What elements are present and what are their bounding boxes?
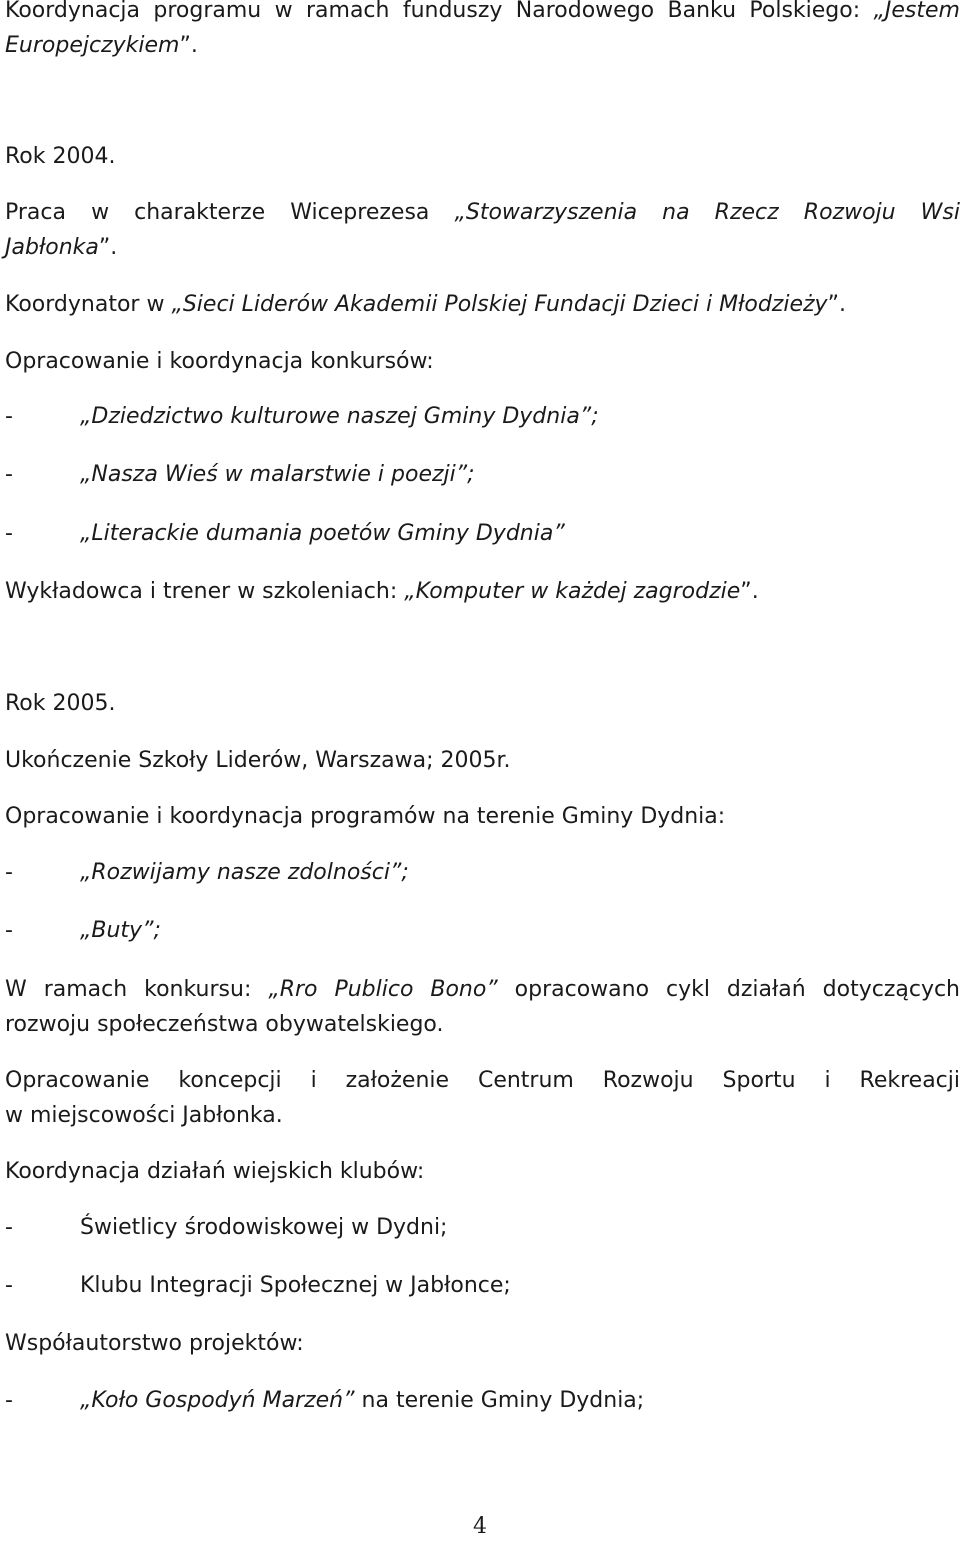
list-item-club: Klubu Integracji Społecznej w Jabłonce; xyxy=(80,1273,511,1298)
list-item-programme: „Rozwijamy nasze zdolności”; xyxy=(80,860,409,885)
paragraph-coordinator: Koordynator w „Sieci Liderów Akademii Polskiej Fundacji Dzieci i Młodzieży”. xyxy=(5,292,846,317)
page-number: 4 xyxy=(473,1514,487,1539)
list-dash: - xyxy=(5,1273,13,1298)
paragraph-nbp-programme: Koordynacja programu w ramach funduszy Narodowego Banku Polskiego: „Jestem xyxy=(5,0,960,23)
paragraph-contests-intro: Opracowanie i koordynacja konkursów: xyxy=(5,349,434,374)
list-dash: - xyxy=(5,462,13,487)
paragraph-clubs-intro: Koordynacja działań wiejskich klubów: xyxy=(5,1159,425,1184)
year-heading-2005: Rok 2005. xyxy=(5,691,116,716)
list-item-contest: „Dziedzictwo kulturowe naszej Gminy Dydnia”; xyxy=(80,404,599,429)
paragraph-coauthorship-intro: Współautorstwo projektów: xyxy=(5,1331,304,1356)
list-dash: - xyxy=(5,918,13,943)
list-item-project: „Koło Gospodyń Marzeń” na terenie Gminy Dydnia; xyxy=(80,1388,645,1413)
paragraph-leaders-school: Ukończenie Szkoły Liderów, Warszawa; 2005r. xyxy=(5,748,511,773)
paragraph-vice-president: Praca w charakterze Wiceprezesa „Stowarzyszenia na Rzecz Rozwoju Wsi xyxy=(5,200,960,225)
list-dash: - xyxy=(5,404,13,429)
year-heading-2004: Rok 2004. xyxy=(5,144,116,169)
list-item-programme: „Buty”; xyxy=(80,918,161,943)
paragraph-pro-publico-bono-cont: rozwoju społeczeństwa obywatelskiego. xyxy=(5,1012,444,1037)
list-item-club: Świetlicy środowiskowej w Dydni; xyxy=(80,1215,448,1240)
paragraph-programmes-intro: Opracowanie i koordynacja programów na terenie Gminy Dydnia: xyxy=(5,804,726,829)
paragraph-sport-centre-cont: w miejscowości Jabłonka. xyxy=(5,1103,283,1128)
list-dash: - xyxy=(5,521,13,546)
paragraph-vice-president-cont: Jabłonka”. xyxy=(5,235,118,260)
paragraph-nbp-programme-cont: Europejczykiem”. xyxy=(5,33,198,58)
list-dash: - xyxy=(5,860,13,885)
list-item-contest: „Literackie dumania poetów Gminy Dydnia” xyxy=(80,521,565,546)
list-dash: - xyxy=(5,1388,13,1413)
paragraph-pro-publico-bono: W ramach konkursu: „Rro Publico Bono” opracowano cykl działań dotyczących xyxy=(5,977,960,1002)
paragraph-sport-centre: Opracowanie koncepcji i założenie Centrum Rozwoju Sportu i Rekreacji xyxy=(5,1068,960,1093)
paragraph-trainer: Wykładowca i trener w szkoleniach: „Komputer w każdej zagrodzie”. xyxy=(5,579,759,604)
list-item-contest: „Nasza Wieś w malarstwie i poezji”; xyxy=(80,462,475,487)
list-dash: - xyxy=(5,1215,13,1240)
